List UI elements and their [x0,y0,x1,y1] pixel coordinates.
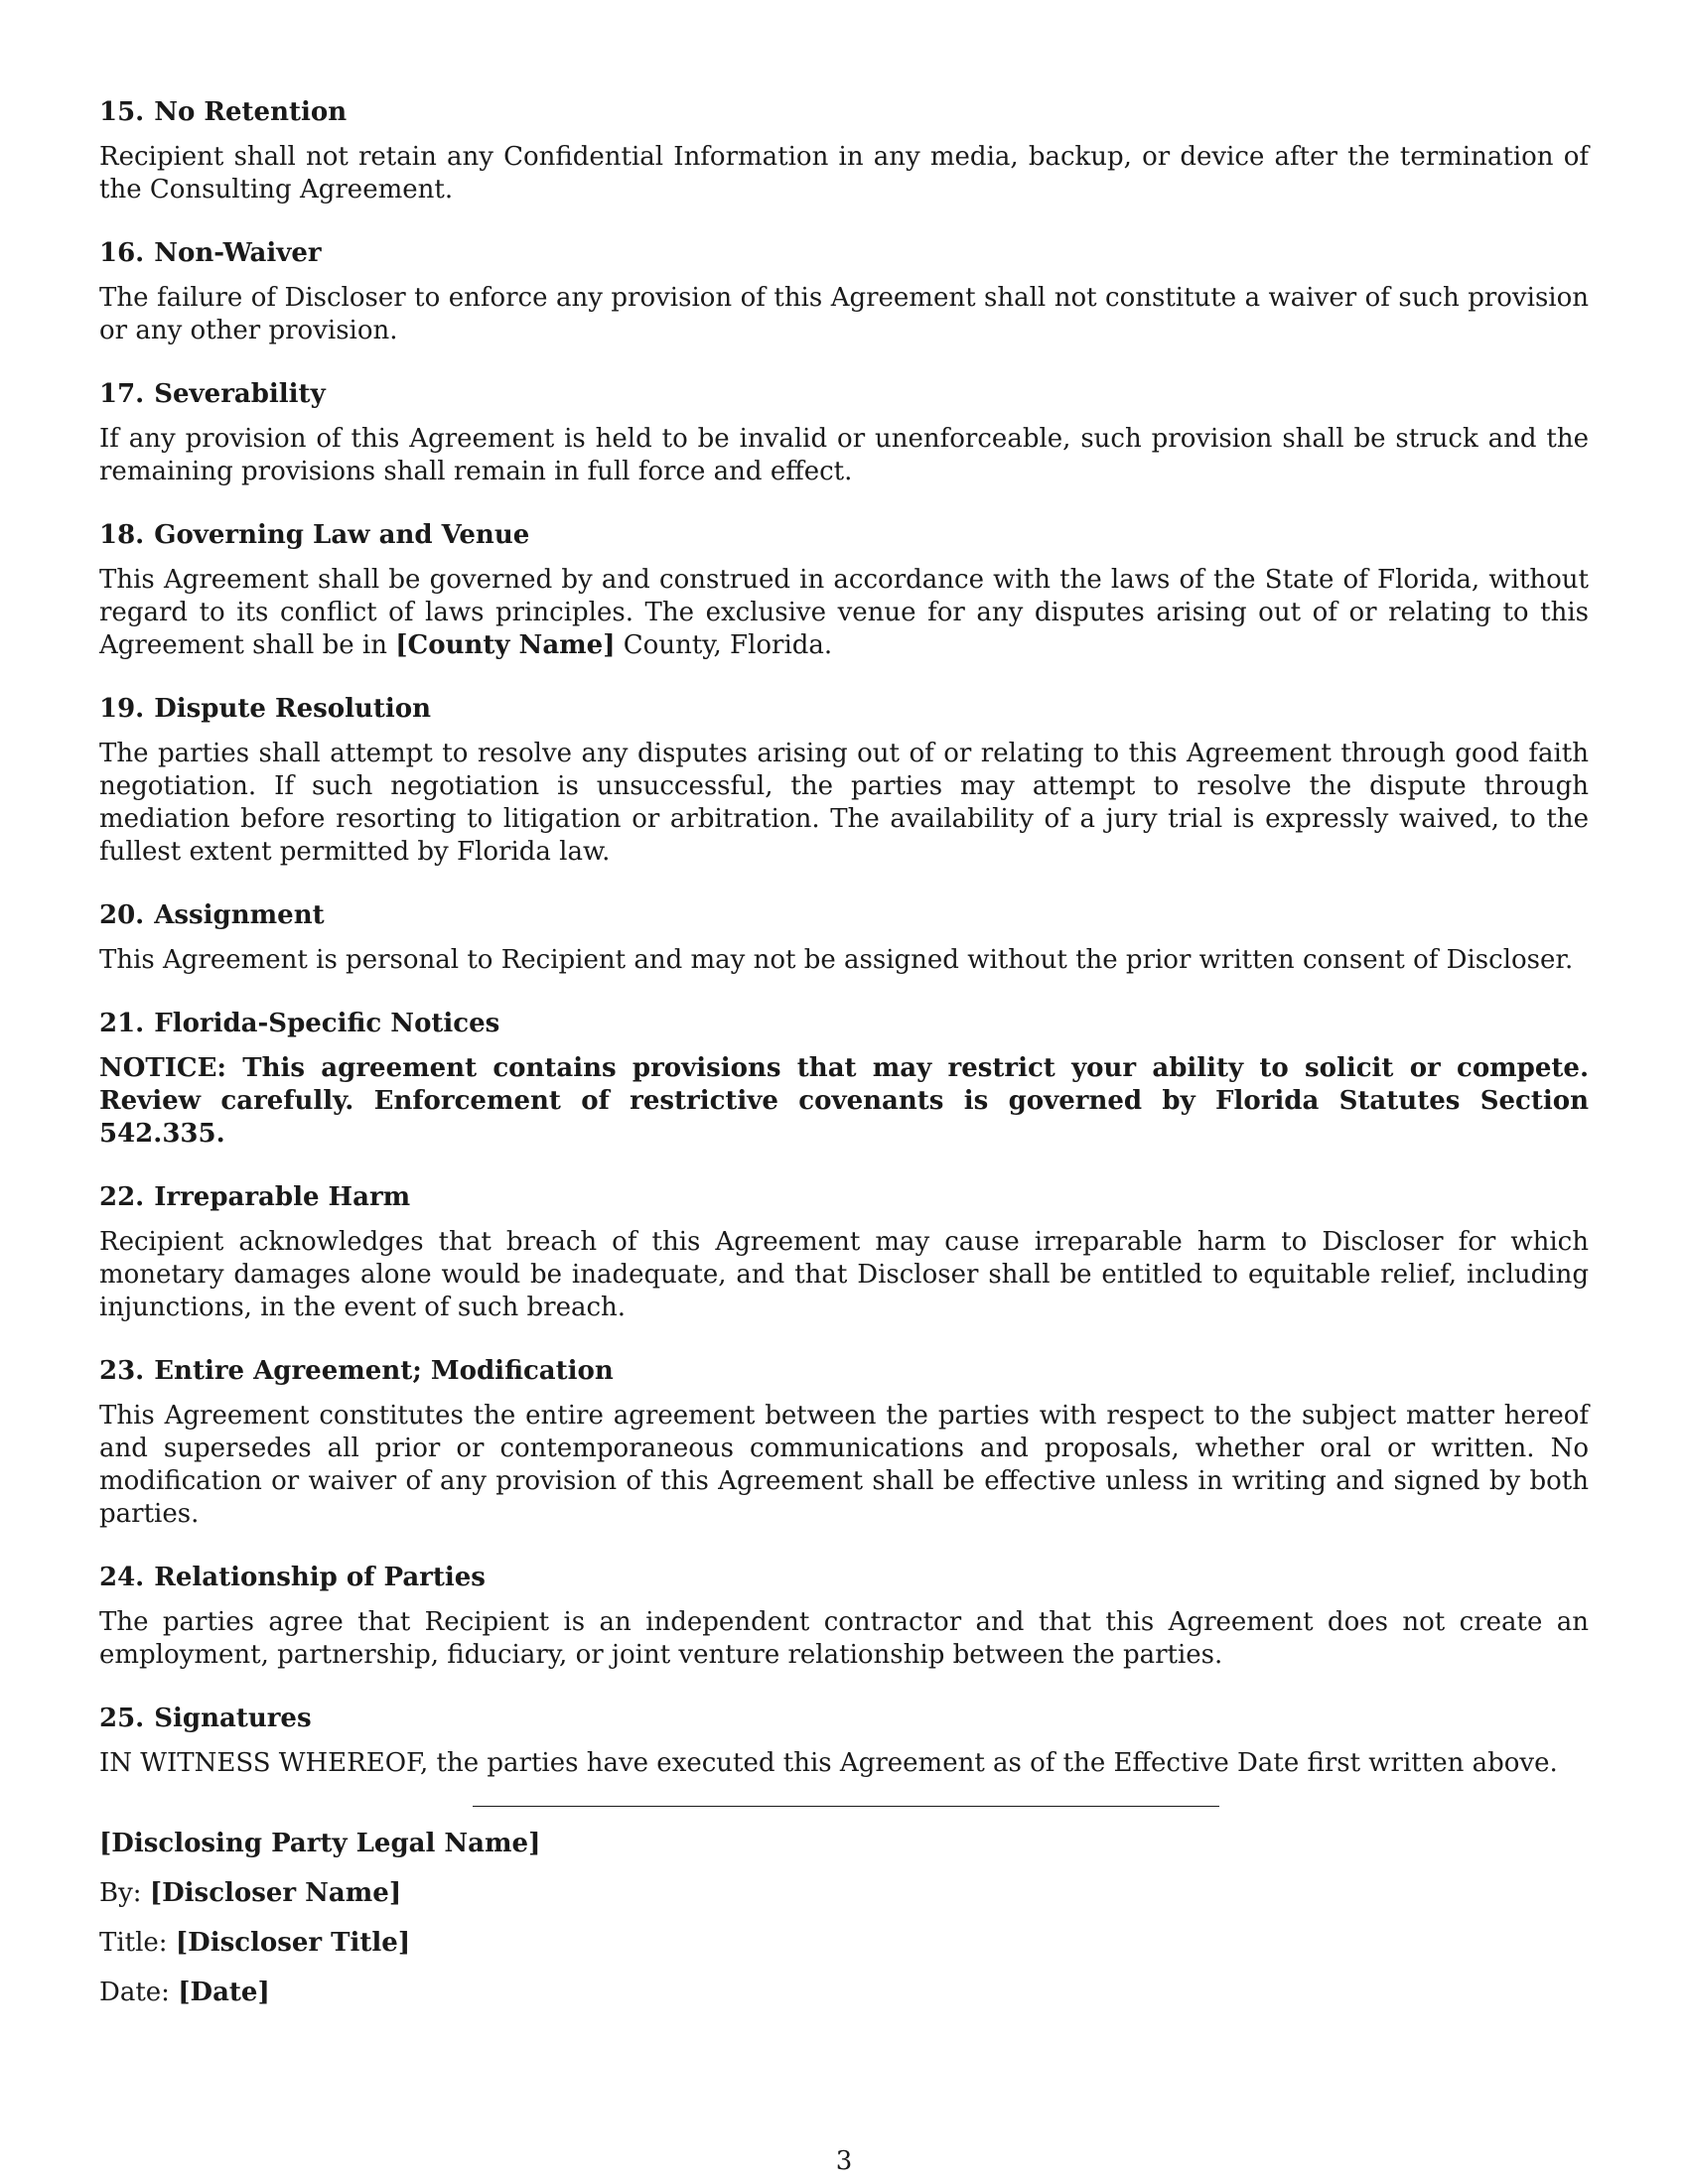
section-24 [99,1561,1589,1672]
signature-by-row [99,1876,1589,1910]
section-23 [99,1354,1589,1531]
section-heading [99,1180,1589,1214]
section-19 [99,692,1589,869]
signature-party-name: [Disclosing Party Legal Name] [99,1829,541,1858]
signature-by-value: [Discloser Name] [149,1878,402,1908]
section-number: 17. [99,379,145,409]
section-15 [99,95,1589,206]
section-heading [99,692,1589,726]
section-title: Assignment [154,900,325,930]
section-body: The parties shall attempt to resolve any disputes arising out of or relating to this Agreement through good faith negotiation. If such negotiation is unsuccessful, the parties may attempt to resolve the dispute through mediation before resorting to litigation or arbitration. The availability of a jury trial is expressly waived, to the fullest extent permitted by Florida law. [99,739,1589,867]
document-page [99,95,1589,2025]
section-number: 20. [99,900,145,930]
section-title: Relationship of Parties [154,1563,486,1592]
signature-party-row [99,1827,1589,1860]
signature-title-value: [Discloser Title] [175,1928,411,1958]
section-body: Recipient acknowledges that breach of this Agreement may cause irreparable harm to Discloser for which monetary damages alone would be inadequate, and that Discloser shall be entitled to equitable relief, including injunctions, in the event of such breach. [99,1227,1589,1322]
signature-date-row [99,1976,1589,2009]
section-number: 21. [99,1009,145,1038]
section-title: Florida-Specific Notices [154,1009,500,1038]
section-body: Recipient shall not retain any Confidential Information in any media, backup, or device after the termination of the Consulting Agreement. [99,142,1589,205]
section-body: The failure of Discloser to enforce any provision of this Agreement shall not constitute a waiver of such provision or any other provision. [99,283,1589,345]
section-title: Severability [154,379,326,409]
section-number: 19. [99,694,145,724]
section-number: 25. [99,1704,145,1733]
section-number: 23. [99,1356,145,1386]
section-body [99,564,1589,662]
section-title: Signatures [154,1704,312,1733]
section-25 [99,1702,1589,1780]
section-20 [99,898,1589,977]
section-body-text-after: County, Florida. [623,630,833,660]
section-number: 18. [99,520,145,550]
section-heading [99,898,1589,932]
county-name-placeholder: [County Name] [395,630,616,660]
signature-block [99,1827,1589,2009]
section-body: This Agreement constitutes the entire agreement between the parties with respect to the subject matter hereof and supersedes all prior or contemporaneous communications and proposals, whether oral or written. No modification or waiver of any provision of this Agreement shall be effective unless in writing and signed by both parties. [99,1401,1589,1529]
signature-title-label: Title: [99,1928,168,1958]
section-16 [99,236,1589,347]
signature-line [473,1806,1219,1807]
section-body-text: This Agreement shall be governed by and construed in accordance with the laws of the State of Florida, without regard to its conflict of laws principles. The exclusive venue for any disputes arising out of or relating to this Agreement shall be in [99,565,1589,660]
section-number: 16. [99,238,145,268]
section-17 [99,377,1589,488]
florida-notice: NOTICE: This agreement contains provisions that may restrict your ability to solicit or compete. Review carefully. Enforcement of restrictive covenants is governed by Florida Statutes Section 542.335. [99,1053,1589,1149]
signature-title-row [99,1926,1589,1960]
section-22 [99,1180,1589,1324]
section-heading [99,377,1589,411]
section-title: Non-Waiver [154,238,322,268]
section-heading [99,95,1589,129]
section-number: 22. [99,1182,145,1212]
section-body: The parties agree that Recipient is an independent contractor and that this Agreement does not create an employment, partnership, fiduciary, or joint venture relationship between the parties. [99,1607,1589,1670]
section-heading [99,236,1589,270]
section-title: Irreparable Harm [154,1182,411,1212]
section-number: 24. [99,1563,145,1592]
section-heading [99,1354,1589,1388]
section-heading [99,1007,1589,1040]
section-title: Dispute Resolution [154,694,432,724]
signature-by-label: By: [99,1878,142,1908]
section-title: No Retention [154,97,348,127]
page-number: 3 [835,2146,853,2176]
section-heading [99,1702,1589,1735]
section-21 [99,1007,1589,1151]
signature-date-value: [Date] [178,1978,270,2007]
signature-date-label: Date: [99,1978,170,2007]
section-title: Entire Agreement; Modification [154,1356,614,1386]
section-number: 15. [99,97,145,127]
section-body: If any provision of this Agreement is held to be invalid or unenforceable, such provision shall be struck and the remaining provisions shall remain in full force and effect. [99,424,1589,486]
section-body: This Agreement is personal to Recipient and may not be assigned without the prior written consent of Discloser. [99,945,1574,975]
section-heading [99,1561,1589,1594]
section-18 [99,518,1589,662]
section-heading [99,518,1589,552]
section-title: Governing Law and Venue [154,520,530,550]
section-body: IN WITNESS WHEREOF, the parties have executed this Agreement as of the Effective Date first written above. [99,1748,1558,1778]
